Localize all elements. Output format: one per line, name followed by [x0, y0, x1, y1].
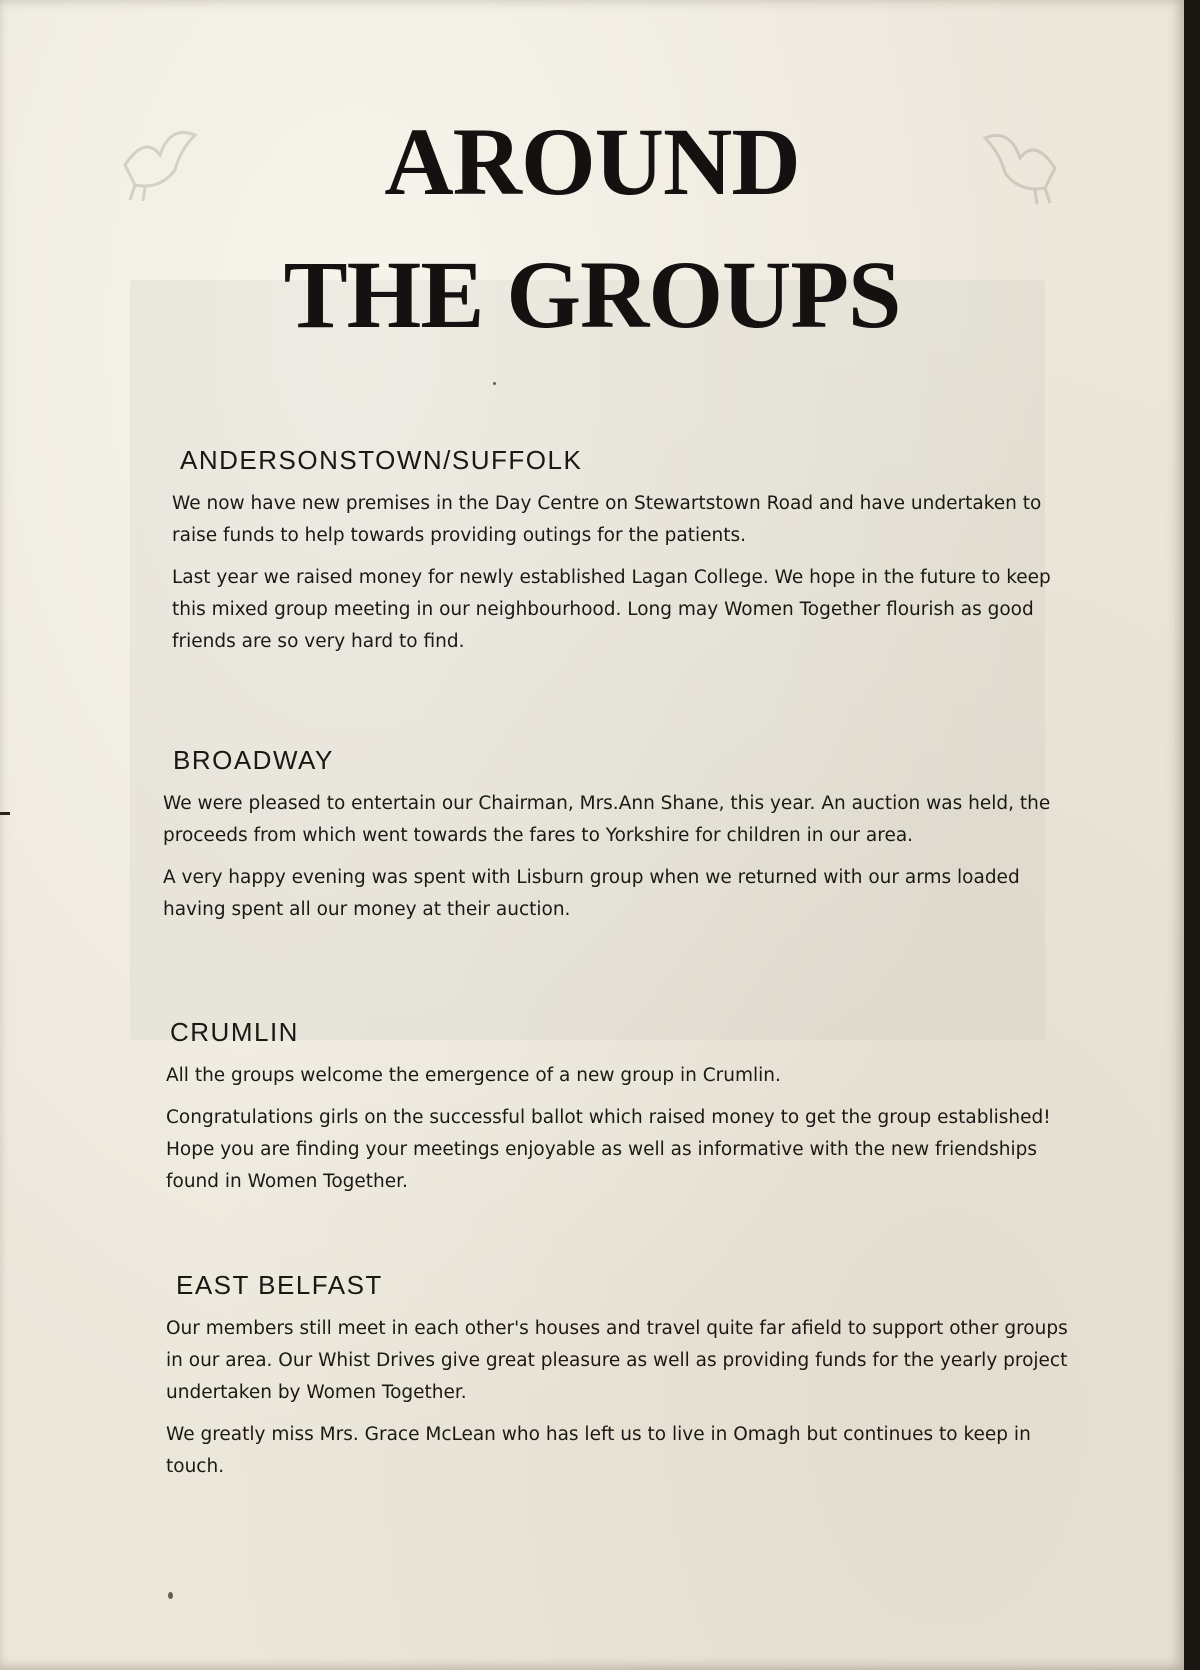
page-title-line-2: THE GROUPS	[283, 241, 901, 348]
page-title-line-1: AROUND	[384, 108, 800, 215]
section-paragraph: Our members still meet in each other's houses and travel quite far afield to support other groups in our area. Our Whist Drives give great pleasure as well as providing funds for the yearly project undertaken by Women Together.	[166, 1318, 1068, 1403]
section-paragraph: We greatly miss Mrs. Grace McLean who has left us to live in Omagh but continues to keep in touch.	[166, 1424, 1031, 1477]
section-heading: ANDERSONSTOWN/SUFFOLK	[180, 445, 583, 475]
paper-speck	[168, 1592, 173, 1599]
section-broadway	[163, 745, 1068, 936]
section-paragraph: A very happy evening was spent with Lisburn group when we returned with our arms loaded having spent all our money at their auction.	[163, 867, 1020, 920]
section-andersonstown-suffolk	[172, 445, 1072, 668]
section-paragraph: Congratulations girls on the successful ballot which raised money to get the group established! Hope you are finding your meetings enjoyable as well as informative with the new friendships found in Women Together.	[166, 1107, 1051, 1192]
section-paragraph: We were pleased to entertain our Chairman, Mrs.Ann Shane, this year. An auction was held, the proceeds from which went towards the fares to Yorkshire for children in our area.	[163, 793, 1051, 846]
section-crumlin	[166, 1017, 1066, 1208]
section-east-belfast	[166, 1270, 1071, 1493]
paper-speck	[493, 382, 496, 385]
section-paragraph: All the groups welcome the emergence of a new group in Crumlin.	[166, 1065, 781, 1086]
section-paragraph: Last year we raised money for newly established Lagan College. We hope in the future to keep this mixed group meeting in our neighbourhood. Long may Women Together flourish as good friends are so very hard to find.	[172, 567, 1051, 652]
paper-edge-mark	[0, 812, 10, 815]
section-heading: BROADWAY	[173, 745, 334, 775]
section-paragraph: We now have new premises in the Day Centre on Stewartstown Road and have undertaken to raise funds to help towards providing outings for the patients.	[172, 493, 1042, 546]
section-heading: CRUMLIN	[170, 1017, 299, 1047]
section-heading: EAST BELFAST	[176, 1270, 383, 1300]
